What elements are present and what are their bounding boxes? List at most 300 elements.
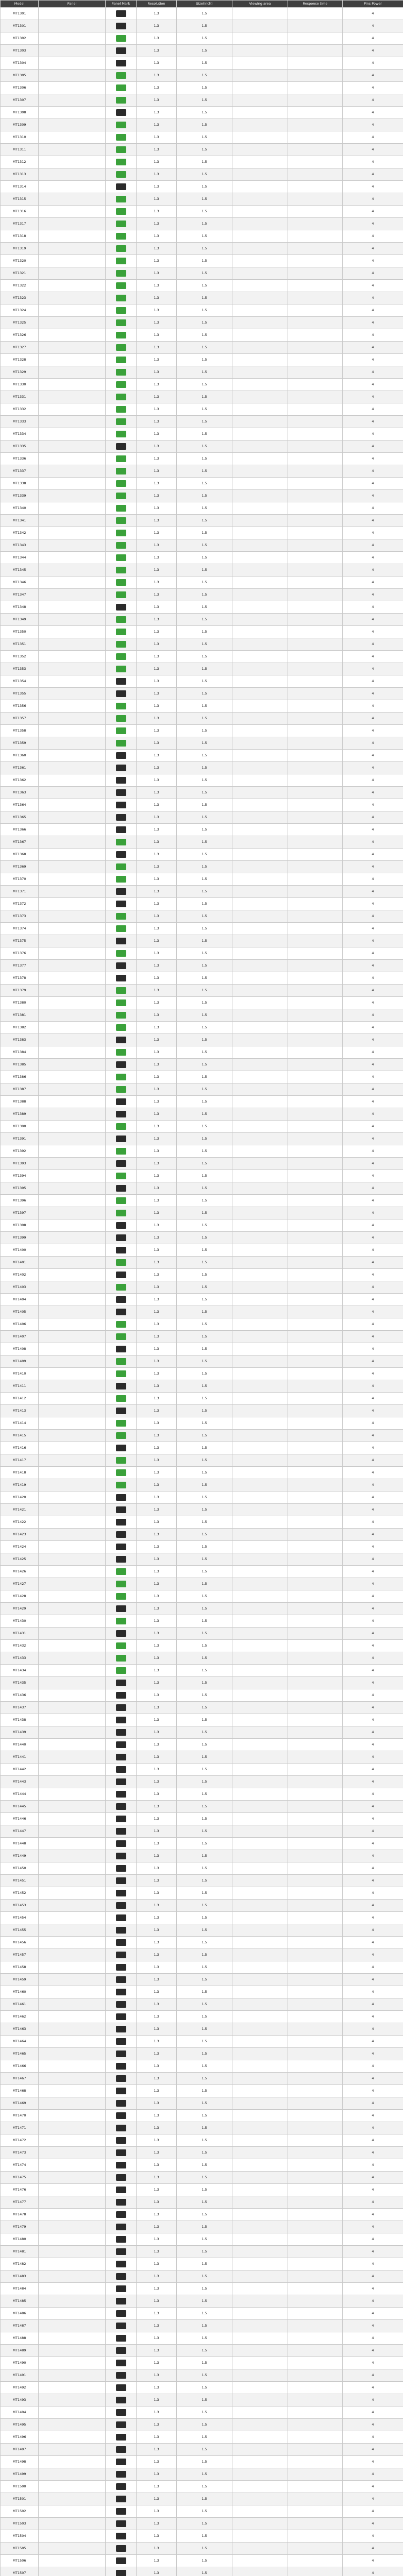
table-cell bbox=[39, 935, 106, 947]
table-cell: 4 bbox=[343, 94, 403, 107]
table-cell: 1.3 bbox=[137, 997, 177, 1009]
table-cell: 1.3 bbox=[137, 502, 177, 515]
table-cell bbox=[39, 2011, 106, 2023]
table-cell: 1.5 bbox=[177, 1862, 232, 1875]
table-cell: 1.5 bbox=[177, 57, 232, 70]
table-row bbox=[1, 1096, 403, 1108]
table-cell bbox=[106, 57, 137, 70]
table-cell: 1.3 bbox=[137, 1825, 177, 1838]
table-cell: 4 bbox=[343, 1467, 403, 1479]
panel-mark-swatch bbox=[116, 839, 126, 845]
table-cell bbox=[232, 2011, 288, 2023]
table-cell: 1.5 bbox=[177, 2369, 232, 2382]
panel-mark-swatch bbox=[116, 1506, 126, 1513]
table-row bbox=[1, 923, 403, 935]
table-cell bbox=[232, 2246, 288, 2258]
table-cell bbox=[232, 1158, 288, 1170]
table-cell: 4 bbox=[343, 1355, 403, 1368]
table-cell bbox=[232, 1603, 288, 1615]
table-cell bbox=[106, 997, 137, 1009]
table-cell: 1.5 bbox=[177, 910, 232, 923]
table-cell bbox=[106, 873, 137, 886]
table-cell bbox=[106, 1257, 137, 1269]
table-header bbox=[1, 1, 403, 8]
table-cell bbox=[232, 2456, 288, 2468]
panel-mark-swatch bbox=[116, 1395, 126, 1402]
table-cell bbox=[232, 2394, 288, 2406]
table-cell: 1.5 bbox=[177, 1318, 232, 1331]
table-cell: MT1501 bbox=[1, 2493, 39, 2505]
table-cell bbox=[39, 2394, 106, 2406]
table-cell bbox=[106, 2308, 137, 2320]
table-cell bbox=[232, 1726, 288, 1739]
table-cell bbox=[106, 1974, 137, 1986]
table-cell: 1.5 bbox=[177, 1158, 232, 1170]
table-cell: 4 bbox=[343, 478, 403, 490]
table-cell: 1.3 bbox=[137, 539, 177, 552]
table-cell: 1.5 bbox=[177, 1145, 232, 1158]
panel-mark-swatch bbox=[116, 307, 126, 314]
table-cell bbox=[288, 2097, 343, 2110]
table-cell: 1.5 bbox=[177, 280, 232, 292]
table-cell: 1.3 bbox=[137, 2270, 177, 2283]
table-row bbox=[1, 2357, 403, 2369]
table-cell: 1.3 bbox=[137, 1355, 177, 1368]
table-cell bbox=[232, 2295, 288, 2308]
table-cell bbox=[232, 1281, 288, 1294]
panel-mark-swatch bbox=[116, 2446, 126, 2453]
table-cell: MT1435 bbox=[1, 1677, 39, 1689]
table-cell bbox=[106, 849, 137, 861]
table-cell bbox=[106, 923, 137, 935]
table-cell bbox=[232, 737, 288, 750]
panel-mark-swatch bbox=[116, 2285, 126, 2292]
table-cell: MT1439 bbox=[1, 1726, 39, 1739]
table-cell: 1.5 bbox=[177, 1887, 232, 1900]
table-cell bbox=[39, 1949, 106, 1961]
table-cell bbox=[288, 935, 343, 947]
table-cell: 1.3 bbox=[137, 910, 177, 923]
table-cell: 1.3 bbox=[137, 243, 177, 255]
table-cell bbox=[288, 614, 343, 626]
table-cell: MT1381 bbox=[1, 1009, 39, 1022]
table-cell bbox=[39, 2023, 106, 2036]
panel-mark-swatch bbox=[116, 1556, 126, 1563]
panel-mark-swatch bbox=[116, 1853, 126, 1859]
table-cell: 4 bbox=[343, 2543, 403, 2555]
table-cell bbox=[232, 1467, 288, 1479]
panel-mark-swatch bbox=[116, 2298, 126, 2304]
table-cell bbox=[288, 1442, 343, 1454]
table-cell bbox=[106, 2555, 137, 2567]
table-cell bbox=[39, 824, 106, 836]
table-cell: 1.3 bbox=[137, 2369, 177, 2382]
table-cell: 1.3 bbox=[137, 638, 177, 651]
table-cell bbox=[39, 329, 106, 342]
table-row bbox=[1, 2567, 403, 2576]
table-cell: MT1425 bbox=[1, 1553, 39, 1566]
table-cell bbox=[288, 997, 343, 1009]
table-cell bbox=[39, 997, 106, 1009]
table-cell: MT1377 bbox=[1, 960, 39, 972]
table-cell: 1.3 bbox=[137, 2196, 177, 2209]
table-cell: MT1325 bbox=[1, 317, 39, 329]
table-cell bbox=[39, 2036, 106, 2048]
table-cell bbox=[232, 2320, 288, 2332]
table-cell bbox=[106, 1368, 137, 1380]
table-cell bbox=[39, 403, 106, 416]
table-cell: 1.3 bbox=[137, 1850, 177, 1862]
table-row bbox=[1, 1801, 403, 1813]
panel-mark-swatch bbox=[116, 1618, 126, 1624]
table-cell bbox=[39, 1046, 106, 1059]
table-cell: 1.3 bbox=[137, 1578, 177, 1590]
table-cell: 1.3 bbox=[137, 1887, 177, 1900]
table-cell: 1.3 bbox=[137, 985, 177, 997]
table-cell: MT1353 bbox=[1, 663, 39, 675]
table-cell: 1.3 bbox=[137, 836, 177, 849]
table-cell: 1.3 bbox=[137, 2530, 177, 2543]
table-cell: 1.5 bbox=[177, 564, 232, 577]
table-cell bbox=[106, 329, 137, 342]
table-row bbox=[1, 2233, 403, 2246]
table-cell bbox=[106, 2320, 137, 2332]
table-cell: 4 bbox=[343, 1887, 403, 1900]
table-cell bbox=[288, 2036, 343, 2048]
table-cell: 1.5 bbox=[177, 1714, 232, 1726]
table-cell: MT1434 bbox=[1, 1665, 39, 1677]
table-cell: 1.5 bbox=[177, 2543, 232, 2555]
table-cell: 1.5 bbox=[177, 737, 232, 750]
table-cell bbox=[106, 824, 137, 836]
table-cell bbox=[232, 1145, 288, 1158]
table-cell: 1.3 bbox=[137, 564, 177, 577]
table-cell bbox=[39, 1677, 106, 1689]
table-cell bbox=[232, 1096, 288, 1108]
table-cell bbox=[39, 1541, 106, 1553]
table-cell: 1.3 bbox=[137, 218, 177, 230]
table-cell bbox=[232, 601, 288, 614]
panel-mark-swatch bbox=[116, 183, 126, 190]
table-cell bbox=[232, 626, 288, 638]
table-cell: 1.5 bbox=[177, 725, 232, 737]
table-cell: MT1491 bbox=[1, 2369, 39, 2382]
table-cell: 4 bbox=[343, 2345, 403, 2357]
panel-mark-swatch bbox=[116, 604, 126, 611]
table-cell: 1.5 bbox=[177, 2345, 232, 2357]
table-cell bbox=[39, 2209, 106, 2221]
table-row bbox=[1, 8, 403, 20]
table-cell: 1.5 bbox=[177, 1368, 232, 1380]
table-cell: 4 bbox=[343, 1986, 403, 1998]
table-cell: 1.5 bbox=[177, 1182, 232, 1195]
table-cell: 4 bbox=[343, 329, 403, 342]
table-cell bbox=[288, 1269, 343, 1281]
table-cell bbox=[288, 910, 343, 923]
table-cell: 1.5 bbox=[177, 2110, 232, 2122]
table-cell: 1.3 bbox=[137, 1059, 177, 1071]
table-cell: 1.5 bbox=[177, 1875, 232, 1887]
table-cell: 4 bbox=[343, 243, 403, 255]
table-cell: 1.5 bbox=[177, 1121, 232, 1133]
table-cell bbox=[106, 1454, 137, 1467]
table-row bbox=[1, 1059, 403, 1071]
table-cell bbox=[39, 1813, 106, 1825]
table-cell bbox=[39, 8, 106, 20]
table-cell bbox=[106, 1640, 137, 1652]
table-cell: 1.3 bbox=[137, 2011, 177, 2023]
table-cell bbox=[39, 453, 106, 465]
table-cell: 1.5 bbox=[177, 1998, 232, 2011]
table-cell bbox=[232, 2159, 288, 2172]
table-cell bbox=[106, 280, 137, 292]
table-cell: 1.3 bbox=[137, 1207, 177, 1219]
table-cell: MT1331 bbox=[1, 391, 39, 403]
table-cell: 4 bbox=[343, 2555, 403, 2567]
table-cell: MT1327 bbox=[1, 342, 39, 354]
table-cell bbox=[288, 2332, 343, 2345]
table-cell bbox=[106, 342, 137, 354]
table-cell: MT1415 bbox=[1, 1430, 39, 1442]
table-cell: 1.3 bbox=[137, 1393, 177, 1405]
table-cell bbox=[106, 2060, 137, 2073]
table-cell bbox=[232, 2134, 288, 2147]
table-cell bbox=[232, 824, 288, 836]
table-row bbox=[1, 1269, 403, 1281]
table-row bbox=[1, 1467, 403, 1479]
table-cell bbox=[232, 168, 288, 181]
table-cell: 1.3 bbox=[137, 2134, 177, 2147]
table-cell: 4 bbox=[343, 737, 403, 750]
panel-mark-swatch bbox=[116, 2261, 126, 2267]
table-row bbox=[1, 552, 403, 564]
table-cell: 1.3 bbox=[137, 1788, 177, 1801]
panel-mark-swatch bbox=[116, 2273, 126, 2280]
table-cell: 4 bbox=[343, 836, 403, 849]
table-cell bbox=[288, 1887, 343, 1900]
table-cell: 4 bbox=[343, 750, 403, 762]
table-cell bbox=[39, 737, 106, 750]
table-cell: 4 bbox=[343, 354, 403, 366]
table-cell: 4 bbox=[343, 638, 403, 651]
table-cell: 1.5 bbox=[177, 2246, 232, 2258]
column-header: Panel Mark bbox=[106, 1, 137, 8]
table-cell: MT1460 bbox=[1, 1986, 39, 1998]
table-cell: 4 bbox=[343, 1603, 403, 1615]
table-cell bbox=[288, 478, 343, 490]
table-cell bbox=[232, 1553, 288, 1566]
table-cell bbox=[288, 2567, 343, 2576]
table-row bbox=[1, 317, 403, 329]
panel-mark-swatch bbox=[116, 1729, 126, 1736]
table-cell bbox=[232, 1628, 288, 1640]
table-row bbox=[1, 861, 403, 873]
table-cell bbox=[288, 94, 343, 107]
table-cell bbox=[288, 144, 343, 156]
table-cell: MT1347 bbox=[1, 589, 39, 601]
table-cell: 1.5 bbox=[177, 1170, 232, 1182]
table-cell: 1.5 bbox=[177, 849, 232, 861]
panel-mark-swatch bbox=[116, 1890, 126, 1896]
panel-mark-swatch bbox=[116, 1754, 126, 1760]
panel-mark-swatch bbox=[116, 1704, 126, 1711]
table-cell: MT1357 bbox=[1, 713, 39, 725]
table-cell bbox=[106, 1195, 137, 1207]
table-cell bbox=[39, 2382, 106, 2394]
table-row bbox=[1, 1430, 403, 1442]
panel-mark-swatch bbox=[116, 1185, 126, 1192]
table-cell: 4 bbox=[343, 849, 403, 861]
table-cell: 1.5 bbox=[177, 1986, 232, 1998]
table-cell: 4 bbox=[343, 910, 403, 923]
table-row bbox=[1, 1751, 403, 1764]
table-cell: 1.3 bbox=[137, 2357, 177, 2369]
table-cell: 4 bbox=[343, 985, 403, 997]
table-cell bbox=[232, 1294, 288, 1306]
table-row bbox=[1, 416, 403, 428]
table-cell: 4 bbox=[343, 2518, 403, 2530]
table-cell: 4 bbox=[343, 2023, 403, 2036]
table-cell: 1.3 bbox=[137, 675, 177, 688]
table-cell: 1.3 bbox=[137, 861, 177, 873]
table-cell: MT1479 bbox=[1, 2221, 39, 2233]
table-cell bbox=[288, 292, 343, 304]
table-cell: 1.3 bbox=[137, 1368, 177, 1380]
table-cell bbox=[106, 564, 137, 577]
table-cell bbox=[106, 2209, 137, 2221]
table-cell: 4 bbox=[343, 1244, 403, 1257]
table-cell: 4 bbox=[343, 1652, 403, 1665]
table-row bbox=[1, 2468, 403, 2481]
table-cell: 1.3 bbox=[137, 1232, 177, 1244]
panel-mark-swatch bbox=[116, 542, 126, 549]
table-cell: 1.5 bbox=[177, 20, 232, 32]
table-cell bbox=[39, 972, 106, 985]
table-cell: MT1480 bbox=[1, 2233, 39, 2246]
table-cell: 1.3 bbox=[137, 1924, 177, 1937]
table-cell: 1.3 bbox=[137, 1541, 177, 1553]
table-cell bbox=[288, 490, 343, 502]
table-row bbox=[1, 2011, 403, 2023]
table-cell: 1.5 bbox=[177, 1912, 232, 1924]
table-cell bbox=[232, 552, 288, 564]
table-cell: 1.5 bbox=[177, 539, 232, 552]
table-cell bbox=[39, 2431, 106, 2444]
table-row bbox=[1, 1553, 403, 1566]
table-cell bbox=[39, 663, 106, 675]
table-cell bbox=[288, 1219, 343, 1232]
table-cell: 1.3 bbox=[137, 1665, 177, 1677]
table-cell bbox=[232, 2023, 288, 2036]
panel-mark-swatch bbox=[116, 1370, 126, 1377]
table-cell bbox=[39, 1788, 106, 1801]
table-cell bbox=[288, 1875, 343, 1887]
table-cell bbox=[106, 1430, 137, 1442]
table-cell: 4 bbox=[343, 1405, 403, 1417]
table-cell: 1.5 bbox=[177, 453, 232, 465]
table-cell bbox=[39, 1355, 106, 1368]
table-cell: 1.5 bbox=[177, 577, 232, 589]
table-cell: 1.3 bbox=[137, 2085, 177, 2097]
table-cell bbox=[232, 1937, 288, 1949]
table-cell: MT1346 bbox=[1, 577, 39, 589]
table-cell bbox=[39, 354, 106, 366]
table-cell: MT1328 bbox=[1, 354, 39, 366]
table-cell bbox=[232, 960, 288, 972]
table-cell: 1.3 bbox=[137, 206, 177, 218]
table-cell: 4 bbox=[343, 1393, 403, 1405]
table-cell: MT1336 bbox=[1, 453, 39, 465]
table-cell bbox=[288, 465, 343, 478]
table-row bbox=[1, 1764, 403, 1776]
table-cell bbox=[288, 2246, 343, 2258]
table-cell: 4 bbox=[343, 1838, 403, 1850]
table-cell bbox=[39, 886, 106, 898]
table-cell bbox=[232, 2110, 288, 2122]
header-row bbox=[1, 1, 403, 8]
table-cell: 1.3 bbox=[137, 2468, 177, 2481]
table-cell: 1.3 bbox=[137, 552, 177, 564]
table-cell bbox=[288, 2530, 343, 2543]
table-cell bbox=[232, 1393, 288, 1405]
table-cell bbox=[39, 1603, 106, 1615]
table-cell bbox=[39, 1281, 106, 1294]
table-cell: 4 bbox=[343, 131, 403, 144]
panel-mark-swatch bbox=[116, 233, 126, 240]
table-cell: 1.3 bbox=[137, 1331, 177, 1343]
table-cell: 4 bbox=[343, 1504, 403, 1516]
table-cell bbox=[288, 1368, 343, 1380]
table-cell: 1.5 bbox=[177, 391, 232, 403]
table-cell bbox=[288, 539, 343, 552]
table-cell: 1.3 bbox=[137, 1615, 177, 1628]
table-cell bbox=[39, 1689, 106, 1702]
table-cell: 1.3 bbox=[137, 2518, 177, 2530]
table-row bbox=[1, 1219, 403, 1232]
table-cell: MT1307 bbox=[1, 94, 39, 107]
table-cell: 1.3 bbox=[137, 2543, 177, 2555]
table-cell: 1.5 bbox=[177, 2555, 232, 2567]
table-cell bbox=[106, 663, 137, 675]
table-cell bbox=[39, 1702, 106, 1714]
table-cell bbox=[106, 1467, 137, 1479]
table-cell: 1.3 bbox=[137, 193, 177, 206]
table-cell bbox=[232, 1219, 288, 1232]
table-cell bbox=[39, 1405, 106, 1417]
table-cell: 1.5 bbox=[177, 2011, 232, 2023]
table-row bbox=[1, 577, 403, 589]
table-cell: 1.5 bbox=[177, 440, 232, 453]
table-cell bbox=[39, 2270, 106, 2283]
panel-mark-swatch bbox=[116, 2211, 126, 2218]
table-cell: 1.5 bbox=[177, 947, 232, 960]
table-cell: 4 bbox=[343, 2097, 403, 2110]
table-cell: 4 bbox=[343, 762, 403, 774]
table-cell bbox=[232, 725, 288, 737]
table-cell bbox=[288, 1331, 343, 1343]
table-cell bbox=[39, 2134, 106, 2147]
table-cell: 4 bbox=[343, 2456, 403, 2468]
table-cell: 1.5 bbox=[177, 2060, 232, 2073]
table-cell bbox=[39, 552, 106, 564]
table-cell: 1.3 bbox=[137, 416, 177, 428]
table-cell: 4 bbox=[343, 1158, 403, 1170]
table-cell bbox=[39, 280, 106, 292]
table-row bbox=[1, 762, 403, 774]
table-cell bbox=[39, 2308, 106, 2320]
table-cell: MT1502 bbox=[1, 2505, 39, 2518]
table-cell: MT1402 bbox=[1, 1269, 39, 1281]
